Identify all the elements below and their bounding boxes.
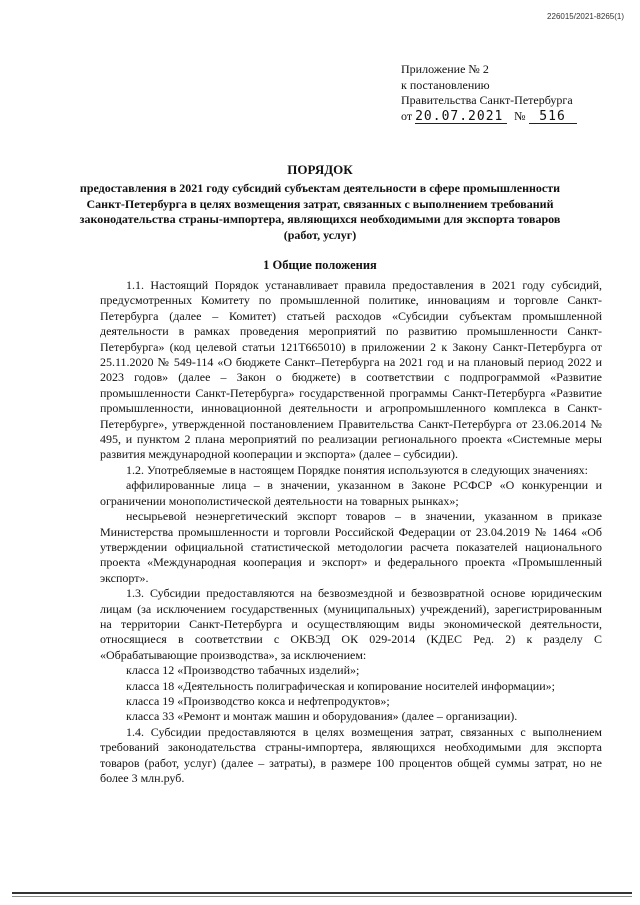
scan-bottom-edge: [12, 892, 632, 894]
section-heading: 1 Общие положения: [263, 258, 377, 272]
annex-block: [401, 62, 621, 124]
annex-line-1: Приложение № 2: [401, 62, 489, 76]
document-body: [100, 278, 602, 786]
paragraph-1-4: 1.4. Субсидии предоставляются в целях возмещения затрат, связанных с выполнением требований законодательства страны-импортера, являющихся необходимыми для экспорта товаров (работ, услуг) (далее – затраты), в размере 100 процентов общей суммы затрат, но не более 3 млн.руб.: [100, 724, 602, 785]
annex-date-row: [401, 109, 621, 125]
definition-export: несырьевой неэнергетический экспорт товаров – в значении, указанном в приказе Министерства промышленности и торговли Российской Федерации от 23.04.2019 № 1464 «Об утверждении официальной статистической методологии расчета показателей национального проекта «Международная кооперация и экспорт» и федерального проекта «Промышленный экспорт».: [100, 509, 602, 585]
exclusion-class-12: класса 12 «Производство табачных изделий»;: [126, 663, 360, 678]
document-subtitle: предоставления в 2021 году субсидий субъектам деятельности в сфере промышленности Санкт-Петербурга в целях возмещения затрат, связанных с выполнением требований законодательства страны-импортера, являющихся необходимыми для экспорта товаров (работ, услуг): [79, 181, 561, 242]
exclusion-class-33: класса 33 «Ремонт и монтаж машин и оборудования» (далее – организации).: [126, 709, 518, 724]
annex-date: 20.07.2021: [415, 111, 507, 124]
paragraph-1-1: 1.1. Настоящий Порядок устанавливает правила предоставления в 2021 году субсидий, предусмотренных Комитету по промышленной политике, инновациям и торговле Санкт-Петербурга (далее – Комитет) статьей расходов «Субсидии субъектам промышленной деятельности в рамках проведения мероприятий по развитию промышленности Санкт-Петербурга» (код целевой статьи 121Т665010) в приложении 2 к Закону Санкт-Петербурга от 25.11.2020 № 549-114 «О бюджете Санкт–Петербурга на 2021 год и на плановый период 2022 и 2023 годов» (далее – Закон о бюджете) в соответствии с подпрограммой «Развитие промышленности Санкт-Петербурга» государственной программы Санкт-Петербурга «Развитие промышленности, инновационной деятельности и агропромышленного комплекса в Санкт-Петербурге», утвержденной постановлением Правительства Санкт-Петербурга от 23.06.2014 № 495, и пунктом 2 плана мероприятий по реализации регионального проекта «Системные меры развития международной кооперации и экспорта» (далее – субсидии).: [100, 278, 602, 462]
definition-affiliated: аффилированные лица – в значении, указанном в Законе РСФСР «О конкуренции и ограничении монополистической деятельности на товарных рынках»;: [100, 478, 602, 508]
annex-line-2: к постановлению: [401, 77, 490, 92]
paragraph-1-3: 1.3. Субсидии предоставляются на безвозмездной и безвозвратной основе юридическим лицам (за исключением государственных (муниципальных) учреждений), зарегистрированным на территории Санкт-Петербурга и осуществляющим виды экономической деятельности, относящиеся в соответствии с ОКВЭД ОК 029-2014 (КДЕС Ред. 2) к разделу С «Обрабатывающие производства», за исключением:: [100, 586, 602, 662]
document-title: ПОРЯДОК: [287, 162, 353, 177]
annex-from-label: от: [401, 108, 413, 123]
annex-line-3: Правительства Санкт-Петербурга: [401, 93, 573, 107]
annex-number-label: №: [514, 108, 526, 123]
document-id: 226015/2021-8265(1): [547, 12, 624, 21]
exclusion-class-19: класса 19 «Производство кокса и нефтепродуктов»;: [126, 693, 390, 708]
paragraph-1-2: 1.2. Употребляемые в настоящем Порядке понятия используются в следующих значениях:: [126, 462, 588, 477]
scan-bottom-edge-shadow: [12, 896, 632, 897]
annex-number: 516: [529, 111, 577, 124]
exclusion-class-18: класса 18 «Деятельность полиграфическая и копирование носителей информации»;: [126, 678, 555, 693]
